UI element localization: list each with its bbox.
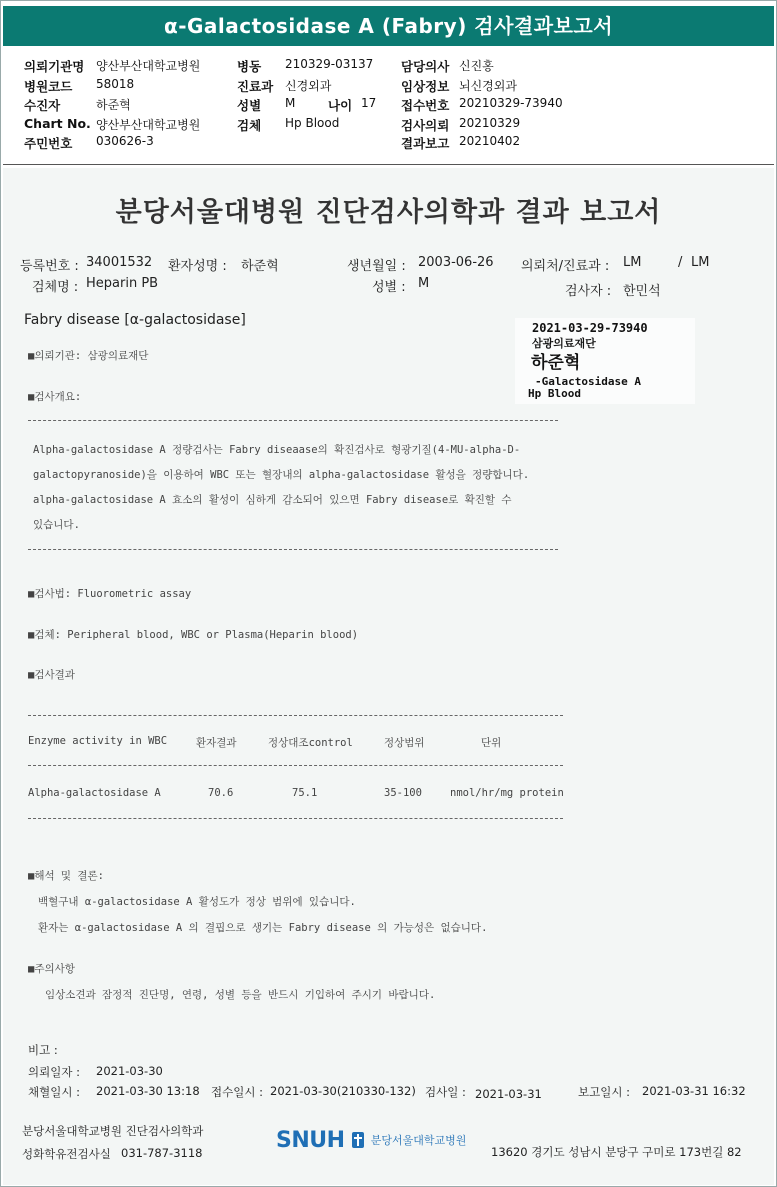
draw-time-value: 2021-03-30 13:18 bbox=[96, 1084, 200, 1098]
table-header: Enzyme activity in WBC bbox=[28, 735, 168, 747]
stamp-name: 하준혁 bbox=[531, 353, 581, 373]
request-label: 검사의뢰 bbox=[401, 118, 450, 133]
clinical-value: 뇌신경외과 bbox=[459, 79, 517, 93]
test-name: Fabry disease [α-galactosidase] bbox=[24, 312, 246, 328]
table-cell: nmol/hr/mg protein bbox=[450, 787, 564, 799]
specimen-line: ■검체: Peripheral blood, WBC or Plasma(Heparin blood) bbox=[28, 629, 359, 641]
sex-label: 성별 bbox=[237, 98, 262, 113]
report-title: α-Galactosidase A (Fabry) 검사결과보고서 bbox=[3, 6, 774, 46]
request-date-label: 의뢰일자 : bbox=[28, 1065, 80, 1079]
doctor-value: 신진홍 bbox=[459, 59, 494, 73]
stamp-test: -Galactosidase A bbox=[535, 375, 641, 388]
resident-label: 주민번호 bbox=[24, 136, 73, 151]
institution-value: 양산부산대학교병원 bbox=[96, 59, 201, 73]
tester-value: 한민석 bbox=[623, 284, 661, 299]
receipt-time-value: 2021-03-30(210330-132) bbox=[270, 1084, 416, 1098]
specimen-stamp bbox=[515, 318, 695, 404]
table-cell: 35-100 bbox=[384, 787, 422, 799]
ward-label: 병동 bbox=[237, 59, 262, 74]
caution-line: 임상소견과 잠정적 진단명, 연령, 성별 등을 반드시 기입하여 주시기 바랍니다. bbox=[45, 989, 436, 1001]
reg-value: 34001532 bbox=[86, 255, 153, 270]
resident-value: 030626-3 bbox=[96, 134, 154, 148]
referrer-value-1: LM bbox=[623, 255, 642, 270]
specimen-value: Hp Blood bbox=[285, 116, 340, 130]
sex-value: M bbox=[285, 96, 296, 110]
report-date-value: 20210402 bbox=[459, 134, 521, 148]
snuh-logo bbox=[276, 1128, 466, 1153]
receipt-time-label: 접수일시 : bbox=[211, 1085, 263, 1099]
report-time-value: 2021-03-31 16:32 bbox=[642, 1084, 746, 1098]
specimen-name-value: Heparin PB bbox=[86, 276, 159, 291]
table-header: 정상범위 bbox=[384, 737, 425, 749]
overview-line: galactopyranoside)을 이용하여 WBC 또는 혈장내의 alpha-galactosidase 활성을 정량합니다. bbox=[33, 469, 530, 481]
interpretation-label: ■해석 및 결론: bbox=[28, 870, 105, 882]
request-value: 20210329 bbox=[459, 116, 521, 130]
report-heading: 분당서울대병원 진단검사의학과 결과 보고서 bbox=[115, 197, 662, 228]
reg-label: 등록번호 : bbox=[20, 259, 79, 274]
interpretation-line: 백혈구내 α-galactosidase A 활성도가 정상 범위에 있습니다. bbox=[38, 896, 356, 908]
test-date-label: 검사일 : bbox=[425, 1085, 466, 1099]
overview-line: Alpha-galactosidase A 정량검사는 Fabry diseaase의 확진검사로 형광기질(4-MU-alpha-D- bbox=[33, 444, 521, 456]
referrer-line: ■의뢰기관: 삼광의료재단 bbox=[28, 350, 149, 362]
report-sex-label: 성별 : bbox=[372, 280, 406, 295]
table-header: 환자결과 bbox=[196, 737, 237, 749]
age-label: 나이 bbox=[328, 98, 353, 113]
divider bbox=[28, 549, 558, 550]
dob-label: 생년월일 : bbox=[347, 259, 406, 274]
table-cell: 70.6 bbox=[208, 787, 234, 799]
institution-label: 의뢰기관명 bbox=[24, 59, 85, 74]
chart-value: 양산부산대학교병원 bbox=[96, 118, 201, 132]
referrer-label: 의뢰처/진료과 : bbox=[521, 259, 610, 274]
caution-label: ■주의사항 bbox=[28, 963, 75, 975]
overview-label: ■검사개요: bbox=[28, 391, 82, 403]
interpretation-line: 환자는 α-galactosidase A 의 결핍으로 생기는 Fabry disease 의 가능성은 없습니다. bbox=[38, 922, 488, 934]
receipt-label: 접수번호 bbox=[401, 98, 450, 113]
footer-dept: 분당서울대학교병원 진단검사의학과 bbox=[22, 1124, 204, 1138]
hospital-code-value: 58018 bbox=[96, 77, 135, 91]
divider bbox=[28, 420, 558, 421]
specimen-name-label: 검체명 : bbox=[32, 280, 79, 295]
stamp-org: 삼광의료재단 bbox=[532, 337, 596, 350]
table-header: 정상대조control bbox=[268, 737, 353, 749]
chart-label: Chart No. bbox=[24, 116, 91, 131]
receipt-value: 20210329-73940 bbox=[459, 96, 563, 110]
referrer-separator: / bbox=[678, 255, 683, 270]
footer-phone: 031-787-3118 bbox=[121, 1146, 203, 1160]
stamp-code: 2021-03-29-73940 bbox=[532, 321, 648, 335]
results-label: ■검사결과 bbox=[28, 669, 75, 681]
clinical-label: 임상정보 bbox=[401, 79, 450, 94]
table-top-rule bbox=[28, 715, 563, 716]
tester-label: 검사자 : bbox=[565, 284, 612, 299]
header-divider bbox=[3, 164, 774, 165]
dob-value: 2003-06-26 bbox=[418, 255, 494, 270]
dept-label: 진료과 bbox=[237, 79, 274, 94]
table-header-rule bbox=[28, 765, 563, 766]
dept-value: 신경외과 bbox=[285, 79, 332, 93]
footer-lab: 성화학유전검사실 bbox=[22, 1147, 111, 1161]
table-bottom-rule bbox=[28, 818, 563, 819]
report-sex-value: M bbox=[418, 276, 430, 291]
examinee-label: 수진자 bbox=[24, 98, 61, 113]
overview-line: 있습니다. bbox=[33, 519, 80, 531]
report-date-label: 결과보고 bbox=[401, 136, 450, 151]
patient-name-label: 환자성명 : bbox=[168, 259, 227, 274]
table-header: 단위 bbox=[481, 737, 502, 749]
note-label: 비고 : bbox=[28, 1043, 58, 1057]
snuh-logo-name: 분당서울대학교병원 bbox=[370, 1134, 467, 1147]
doctor-label: 담당의사 bbox=[401, 59, 450, 74]
ward-value: 210329-03137 bbox=[285, 57, 374, 71]
test-date-value: 2021-03-31 bbox=[475, 1087, 542, 1101]
patient-name-value: 하준혁 bbox=[241, 259, 279, 274]
method-line: ■검사법: Fluorometric assay bbox=[28, 588, 192, 600]
age-value: 17 bbox=[361, 96, 377, 110]
hospital-code-label: 병원코드 bbox=[24, 79, 73, 94]
footer-address: 13620 경기도 성남시 분당구 구미로 173번길 82 bbox=[491, 1145, 742, 1159]
snuh-emblem-icon bbox=[350, 1131, 366, 1149]
table-cell: 75.1 bbox=[292, 787, 318, 799]
examinee-value: 하준혁 bbox=[96, 98, 131, 112]
specimen-label: 검체 bbox=[237, 118, 262, 133]
draw-time-label: 채혈일시 : bbox=[28, 1085, 80, 1099]
referrer-value-2: LM bbox=[691, 255, 710, 270]
stamp-specimen: Hp Blood bbox=[528, 387, 581, 400]
snuh-logo-text: SNUH bbox=[276, 1128, 345, 1153]
table-cell: Alpha-galactosidase A bbox=[28, 787, 161, 799]
request-date-value: 2021-03-30 bbox=[96, 1064, 163, 1078]
overview-line: alpha-galactosidase A 효소의 활성이 심하게 감소되어 있으면 Fabry disease로 확진할 수 bbox=[33, 494, 512, 506]
report-time-label: 보고일시 : bbox=[578, 1085, 630, 1099]
